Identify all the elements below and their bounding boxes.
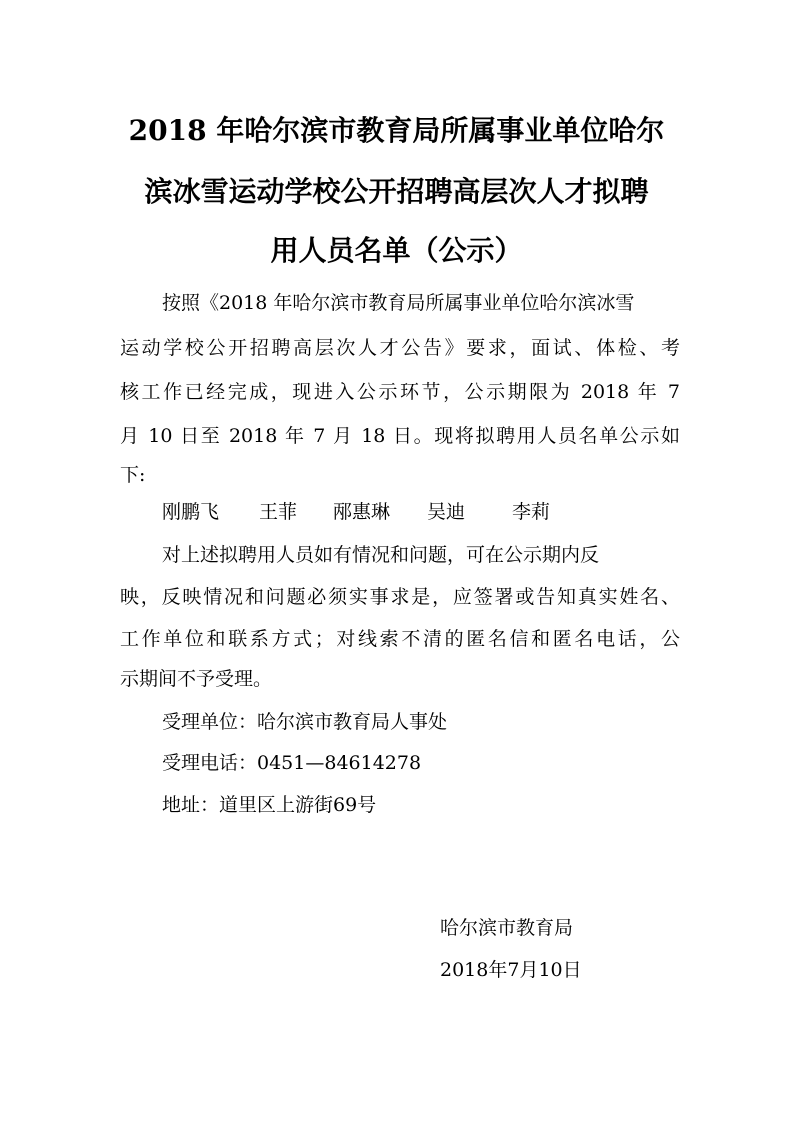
notice-line-4: 示期间不予受理。 — [120, 668, 273, 690]
candidate-name: 吴迪 — [427, 501, 466, 523]
intro-line-5: 下: — [120, 464, 146, 486]
title-line-1: 2018 年哈尔滨市教育局所属事业单位哈尔 — [128, 114, 665, 147]
contact-phone: 受理电话：0451—84614278 — [162, 752, 422, 774]
title-line-3: 用人员名单（公示） — [270, 234, 523, 267]
candidate-name: 王菲 — [259, 501, 298, 523]
intro-line-2: 运动学校公开招聘高层次人才公告》要求，面试、体检、考 — [120, 337, 680, 359]
intro-line-3: 核工作已经完成，现进入公示环节，公示期限为 2018 年 7 — [120, 381, 680, 403]
candidate-names — [162, 500, 550, 524]
title-line-2: 滨冰雪运动学校公开招聘高层次人才拟聘 — [144, 175, 649, 208]
intro-line-4: 月 10 日至 2018 年 7 月 18 日。现将拟聘用人员名单公示如 — [120, 425, 680, 447]
notice-line-2: 映，反映情况和问题必须实事求是，应签署或告知真实姓名、 — [120, 586, 680, 608]
notice-line-3: 工作单位和联系方式；对线索不清的匿名信和匿名电话，公 — [120, 628, 680, 650]
candidate-name: 邴惠琳 — [333, 501, 391, 523]
contact-address: 地址：道里区上游街69号 — [162, 794, 377, 816]
intro-line-1: 按照《2018 年哈尔滨市教育局所属事业单位哈尔滨冰雪 — [162, 292, 635, 314]
candidate-name: 刚鹏飞 — [162, 501, 220, 523]
notice-line-1: 对上述拟聘用人员如有情况和问题，可在公示期内反 — [162, 544, 600, 566]
contact-unit: 受理单位：哈尔滨市教育局人事处 — [162, 711, 448, 733]
candidate-name: 李莉 — [512, 501, 551, 523]
signature-org: 哈尔滨市教育局 — [440, 917, 574, 939]
signature-date: 2018年7月10日 — [440, 959, 582, 981]
